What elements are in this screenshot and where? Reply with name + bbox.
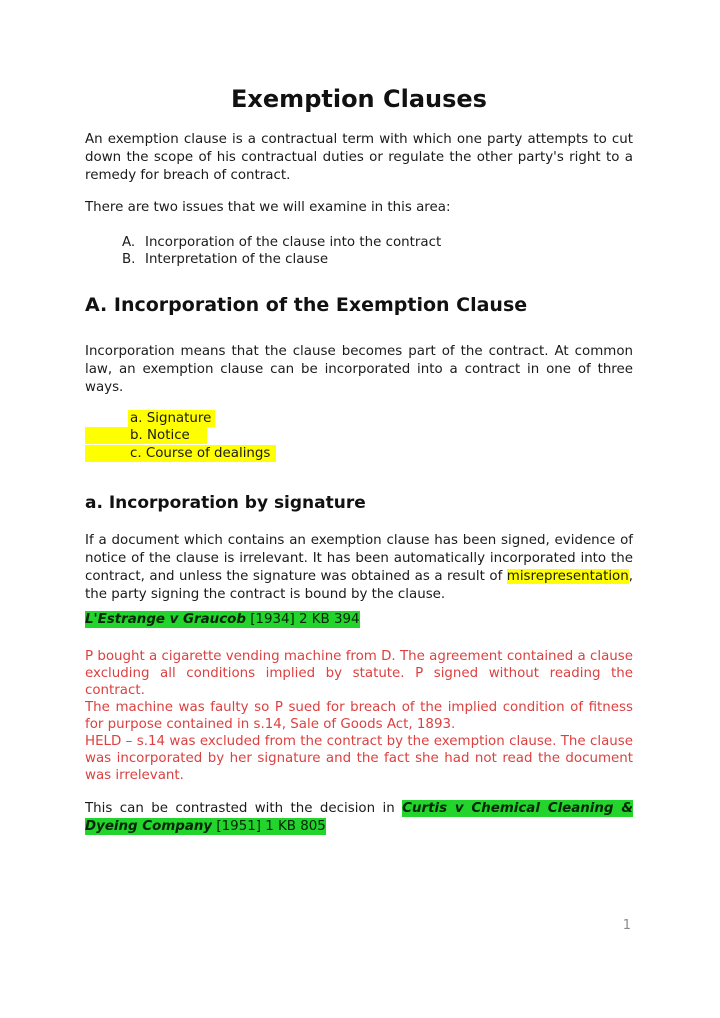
case-facts — [85, 648, 633, 784]
page-title: Exemption Clauses — [231, 85, 487, 113]
case-name: L'Estrange v Graucob — [85, 612, 246, 627]
case-fact-paragraph: P bought a cigarette vending machine from D. The agreement contained a clause excluding all conditions implied by statute. P signed without reading the contract. — [85, 649, 633, 698]
issues-list — [85, 234, 633, 269]
paragraph-text: , the party signing the contract is bound by the clause. — [85, 569, 633, 602]
section-a-heading: A. Incorporation of the Exemption Clause — [85, 294, 528, 316]
page-number: 1 — [622, 918, 631, 933]
case-held-paragraph: HELD – s.14 was excluded from the contract by the exemption clause. The clause was incorporated by her signature and the fact she had not read the document was irrelevant. — [85, 734, 633, 783]
issue-marker: A. — [122, 234, 136, 250]
way-item-signature — [85, 410, 633, 428]
highlighted-text: a. Signature — [128, 410, 215, 427]
issue-item-b — [85, 251, 633, 269]
case-reference: [1934] 2 KB 394 — [245, 612, 360, 627]
issues-intro: There are two issues that we will examine in this area: — [85, 200, 451, 215]
highlighted-text: b. Notice — [85, 427, 207, 444]
contrast-paragraph — [85, 800, 633, 836]
case-citation-lestrange — [85, 611, 633, 629]
section-a-paragraph: Incorporation means that the clause becomes part of the contract. At common law, an exemption clause can be incorporated into a contract in one of three ways. — [85, 344, 633, 395]
issue-marker: B. — [122, 252, 136, 267]
signature-paragraph — [85, 532, 633, 604]
case-name: Curtis v Chemical Cleaning & Dyeing Company — [85, 801, 634, 834]
issue-item-a — [85, 234, 633, 252]
issue-text: Incorporation of the clause into the contract — [145, 234, 442, 250]
way-item-course-of-dealings — [85, 445, 633, 463]
signature-heading: a. Incorporation by signature — [85, 492, 366, 513]
ways-list — [85, 410, 633, 463]
issue-text: Interpretation of the clause — [145, 252, 329, 267]
way-item-notice — [85, 427, 633, 445]
intro-paragraph: An exemption clause is a contractual term with which one party attempts to cut down the scope of his contractual duties or regulate the other party's right to a remedy for breach of contract. — [85, 132, 633, 183]
case-reference: [1951] 1 KB 805 — [212, 819, 326, 834]
paragraph-text: If a document which contains an exemption clause has been signed, evidence of notice of the clause is irrelevant. It has been automatically incorporated into the contract, and unless the signature was obtained as a result of — [85, 533, 633, 584]
case-fact-paragraph: The machine was faulty so P sued for breach of the implied condition of fitness for purpose contained in s.14, Sale of Goods Act, 1893. — [85, 700, 633, 732]
highlighted-text: c. Course of dealings — [85, 445, 276, 462]
highlighted-term-misrepresentation: misrepresentation — [506, 569, 629, 584]
paragraph-text: This can be contrasted with the decision in — [85, 801, 403, 816]
